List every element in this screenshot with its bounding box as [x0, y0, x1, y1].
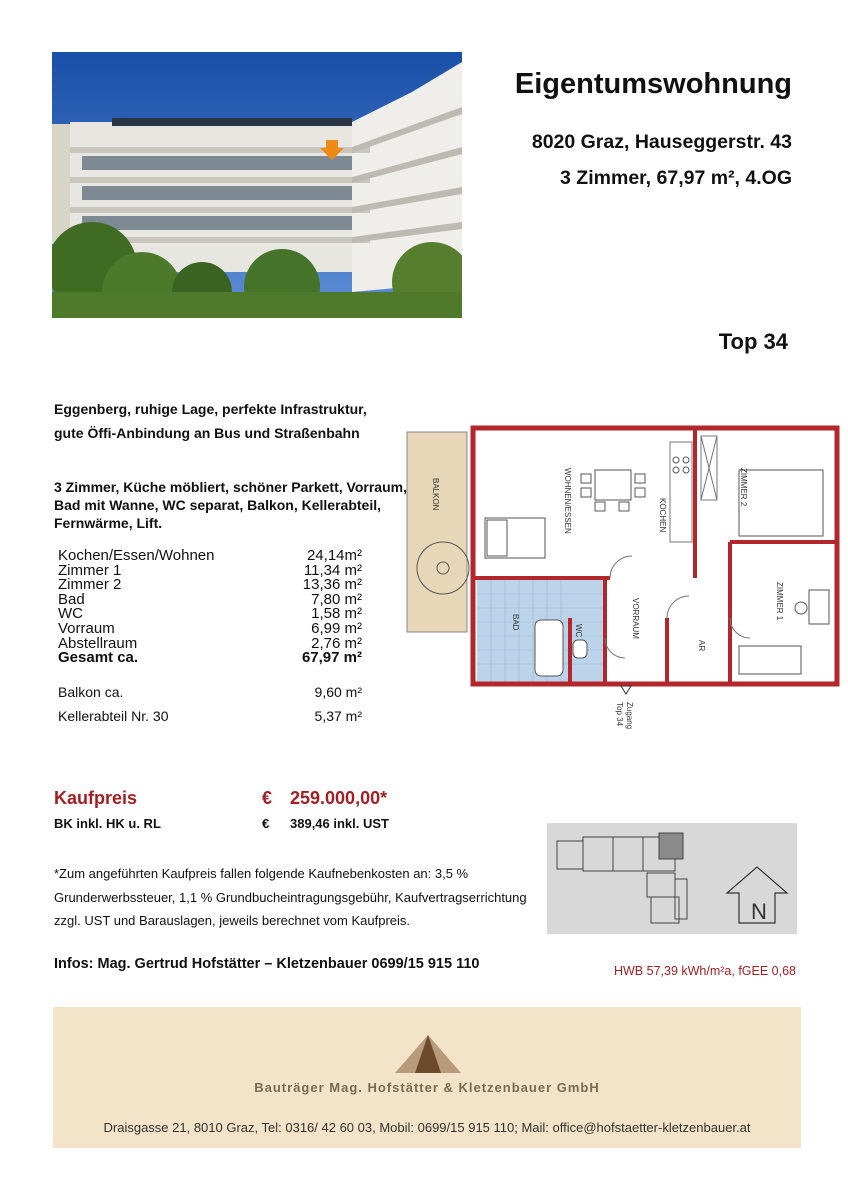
entrance-arrow-icon	[621, 686, 631, 694]
keller-label: Kellerabteil Nr. 30	[58, 708, 169, 724]
area-value: 6,99 m²	[311, 619, 362, 637]
site-plan	[547, 823, 797, 934]
energy-rating: HWB 57,39 kWh/m²a, fGEE 0,68	[613, 964, 796, 978]
balcony-area	[407, 432, 467, 632]
area-table	[58, 549, 368, 666]
total-label: Gesamt ca.	[58, 649, 139, 667]
keller-row	[58, 708, 368, 724]
area-value: 2,76 m²	[311, 634, 362, 652]
area-total-row	[58, 651, 368, 666]
total-value: 67,97 m²	[301, 649, 362, 667]
address: 8020 Graz, Hauseggerstr. 43	[531, 131, 792, 153]
area-label: Zimmer 2	[58, 576, 122, 594]
plan-label-kochen: KOCHEN	[658, 498, 667, 533]
footer	[53, 1007, 801, 1148]
price-label: Kaufpreis	[54, 788, 138, 808]
bk-value: 389,46 inkl. UST	[290, 816, 389, 831]
area-value: 24,14m²	[306, 547, 362, 564]
highlighted-unit	[659, 833, 683, 859]
description-line-1: Eggenberg, ruhige Lage, perfekte Infrastruktur,	[54, 401, 367, 417]
plan-label-wohnen: WOHNEN/ESSEN	[563, 468, 572, 534]
price-currency: €	[262, 788, 273, 808]
area-value: 7,80 m²	[311, 590, 362, 608]
plan-label-wc: WC	[574, 624, 583, 638]
plan-label-zugang: Zugang	[625, 702, 634, 730]
area-label: Vorraum	[58, 619, 115, 637]
plan-label-vorraum: VORRAUM	[631, 598, 640, 639]
bk-currency: €	[262, 816, 270, 831]
plan-label-ar: AR	[697, 640, 706, 652]
area-value: 1,58 m²	[311, 605, 362, 623]
area-label: WC	[58, 605, 83, 623]
plan-label-balkon: BALKON	[431, 478, 440, 511]
company-logo	[393, 1033, 463, 1073]
price-note: *Zum angeführten Kaufpreis fallen folgende Kaufnebenkosten an: 3,5 % Grunderwerbssteuer, 1,1 % Grundbucheintragungsgebühr, Kaufvertragserrichtung zzgl. UST und Barauslagen, jeweils berechnet vom Kaufpreis.	[54, 866, 527, 928]
top-number: Top 34	[718, 329, 788, 354]
company-contact: Draisgasse 21, 8010 Graz, Tel: 0316/ 42 60 03, Mobil: 0699/15 915 110; Mail: office@hofstaetter-kletzenbauer.at	[103, 1120, 751, 1135]
area-value: 11,34 m²	[303, 561, 362, 579]
company-name: Bauträger Mag. Hofstätter & Kletzenbauer GmbH	[254, 1080, 600, 1095]
bk-label: BK inkl. HK u. RL	[54, 816, 161, 831]
building-photo	[52, 52, 462, 318]
floor-plan	[405, 418, 848, 738]
plan-label-zugang-top: Top 34	[615, 702, 624, 727]
area-value: 13,36 m²	[302, 576, 362, 594]
keller-value: 5,37 m²	[314, 708, 362, 724]
balkon-label: Balkon ca.	[58, 684, 124, 700]
price-value: 259.000,00*	[290, 788, 388, 808]
balkon-row	[58, 684, 368, 700]
plan-label-bad: BAD	[511, 614, 520, 631]
north-label: N	[751, 899, 767, 924]
plan-label-zimmer1: ZIMMER 1	[775, 582, 784, 621]
description-features: 3 Zimmer, Küche möbliert, schöner Parkett, Vorraum, Bad mit Wanne, WC separat, Balkon, Kellerabteil, Fernwärme, Lift.	[54, 479, 407, 531]
plan-label-zimmer2: ZIMMER 2	[739, 468, 748, 507]
balkon-value: 9,60 m²	[314, 684, 362, 700]
rooms-summary: 3 Zimmer, 67,97 m², 4.OG	[560, 167, 792, 189]
area-label: Zimmer 1	[58, 561, 122, 579]
description-line-2: gute Öffi-Anbindung an Bus und Straßenbahn	[54, 425, 360, 441]
area-label: Kochen/Essen/Wohnen	[58, 547, 215, 564]
page-title: Eigentumswohnung	[514, 68, 792, 100]
area-label: Bad	[58, 590, 85, 608]
area-label: Abstellraum	[58, 634, 138, 652]
contact-infos: Infos: Mag. Gertrud Hofstätter – Kletzenbauer 0699/15 915 110	[54, 956, 480, 972]
